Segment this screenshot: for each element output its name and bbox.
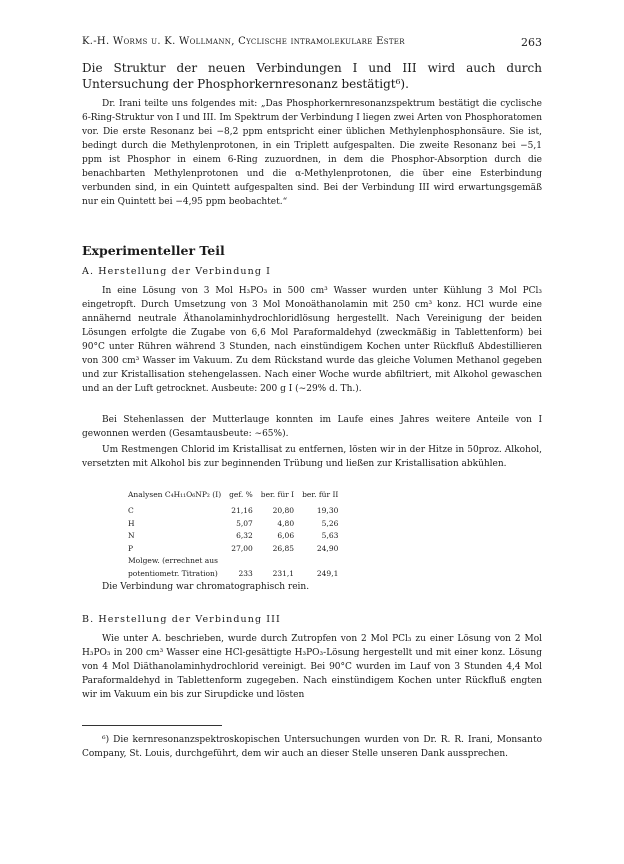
table-cell: H: [128, 518, 135, 528]
analysis-table-header: [124, 488, 342, 505]
footnote: ⁶) Die kernresonanzspektroskopischen Untersuchungen wurden von Dr. R. R. Irani, Monsanto Company, St. Louis, durchgeführt, dem wir auch an dieser Stelle unseren Dank aussprechen.: [82, 735, 542, 759]
intro-paragraph: Die Struktur der neuen Verbindungen I und III wird auch durch Untersuchung der Phosphorkernresonanz bestätigt⁶).: [82, 61, 542, 91]
analysis-header-calc-ii: ber. für II: [302, 489, 339, 499]
table-cell: Molgew. (errechnet aus: [128, 556, 218, 566]
table-cell: [257, 555, 298, 568]
table-cell: 231,1: [272, 568, 295, 578]
table-cell: 27,00: [231, 543, 253, 553]
analysis-header-calc-i: ber. für I: [260, 489, 295, 499]
table-row: [124, 542, 342, 555]
section-a-heading: A. Herstellung der Verbindung I: [82, 266, 272, 277]
running-header-authors: K.-H. Worms u. K. Wollmann, Cyclische intramolekulare Ester: [82, 36, 405, 47]
section-a-paragraph-3: Um Restmengen Chlorid im Kristallisat zu entfernen, lösten wir in der Hitze in 50proz. Alkohol, versetzten mit Alkohol bis zur beginnenden Trübung und ließen zur Kristallisation abkühlen.: [82, 445, 542, 469]
table-row: [124, 567, 342, 580]
table-cell: [225, 555, 257, 568]
table-row: [124, 530, 342, 543]
table-cell: potentiometr. Titration): [128, 568, 218, 578]
analysis-header-found: gef. %: [229, 489, 253, 499]
table-cell: [298, 555, 342, 568]
irani-quote-paragraph: Dr. Irani teilte uns folgendes mit: „Das Phosphorkernresonanzspektrum bestätigt die cyclische 6-Ring-Struktur von I und III. Im Spektrum der Verbindung I liegen zwei Arten von Phosphoratomen vor. Die erste Resonanz bei −8,2 ppm entspricht einer üblichen Methylenphosphonsäure. Sie ist, bedingt durch die Methylenprotonen, in ein Triplett aufgespalten. Die zweite Resonanz bei −5,1 ppm ist Phosphor in einem 6-Ring zuzuordnen, in dem die Phosphor-Absorption durch die benachbarten Methylenprotonen und die α-Methylenprotonen, die über eine Esterbindung verbunden sind, in ein Quintett aufgespalten sind. Bei der Verbindung III wird erwartungsgemäß nur ein Quintett bei −4,95 ppm beobachtet.“: [82, 99, 542, 207]
table-cell: 26,85: [272, 543, 295, 553]
section-b-heading: B. Herstellung der Verbindung III: [82, 614, 281, 625]
table-cell: C: [128, 506, 134, 516]
table-cell: 5,07: [236, 518, 253, 528]
table-cell: 6,06: [277, 531, 295, 541]
table-cell: 24,90: [316, 543, 339, 553]
section-a-paragraph-2: Bei Stehenlassen der Mutterlauge konnten im Laufe eines Jahres weitere Anteile von I gewonnen werden (Gesamtausbeute: ∼65%).: [82, 415, 542, 439]
table-cell: 233: [238, 568, 253, 578]
chromatography-note: Die Verbindung war chromatographisch rein.: [102, 582, 310, 592]
table-cell: 249,1: [316, 568, 339, 578]
section-a-paragraph-1: In eine Lösung von 3 Mol H₃PO₃ in 500 cm³ Wasser wurden unter Kühlung 3 Mol PCl₃ eingetropft. Durch Umsetzung von 3 Mol Monoäthanolamin mit 250 cm³ konz. HCl wurde eine annähernd neutrale Äthanolaminhydrochloridlösung hergestellt. Nach Vereinigung der beiden Lösungen erfolgte die Zugabe von 6,6 Mol Paraformaldehyd (zweckmäßig in Tablettenform) bei 90°C unter Rühren während 3 Stunden, nach einstündigem Kochen unter Rückfluß Abdestillieren von 300 cm³ Wasser im Vakuum. Zu dem Rückstand wurde das gleiche Volumen Methanol gegeben und zur Kristallisation stehengelassen. Nach einer Woche wurde abfiltriert, mit Alkohol gewaschen und an der Luft getrocknet. Ausbeute: 200 g I (∼29% d. Th.).: [82, 286, 542, 394]
footnote-divider: [82, 725, 222, 726]
table-cell: 19,30: [316, 506, 339, 516]
table-cell: 4,80: [277, 518, 295, 528]
table-row: [124, 505, 342, 518]
analysis-header-formula: Analysen C₄H₁₁O₆NP₂ (I): [128, 489, 222, 499]
table-cell: 21,16: [231, 506, 253, 516]
table-cell: 6,32: [236, 531, 253, 541]
table-cell: 20,80: [272, 506, 295, 516]
table-row: [124, 517, 342, 530]
analysis-table: [124, 488, 342, 580]
section-b-paragraph-1: Wie unter A. beschrieben, wurde durch Zutropfen von 2 Mol PCl₃ zu einer Lösung von 2 Mol H₃PO₃ in 200 cm³ Wasser eine HCl-gesättigte H₃PO₃-Lösung hergestellt und mit einer konz. Lösung von 4 Mol Diäthanolaminhydrochlorid vereinigt. Bei 90°C wurden im Lauf von 3 Stunden 4,4 Mol Paraformaldehyd in Tablettenform zugegeben. Nach einstündigem Kochen unter Rückfluß engten wir im Vakuum ein bis zur Sirupdicke und lösten: [82, 634, 542, 700]
table-cell: P: [128, 543, 134, 553]
table-cell: 5,26: [321, 518, 339, 528]
table-cell: N: [128, 531, 135, 541]
experimental-heading: Experimenteller Teil: [82, 243, 225, 258]
page-number: 263: [521, 36, 542, 49]
table-cell: 5,63: [321, 531, 339, 541]
table-row: [124, 555, 342, 568]
